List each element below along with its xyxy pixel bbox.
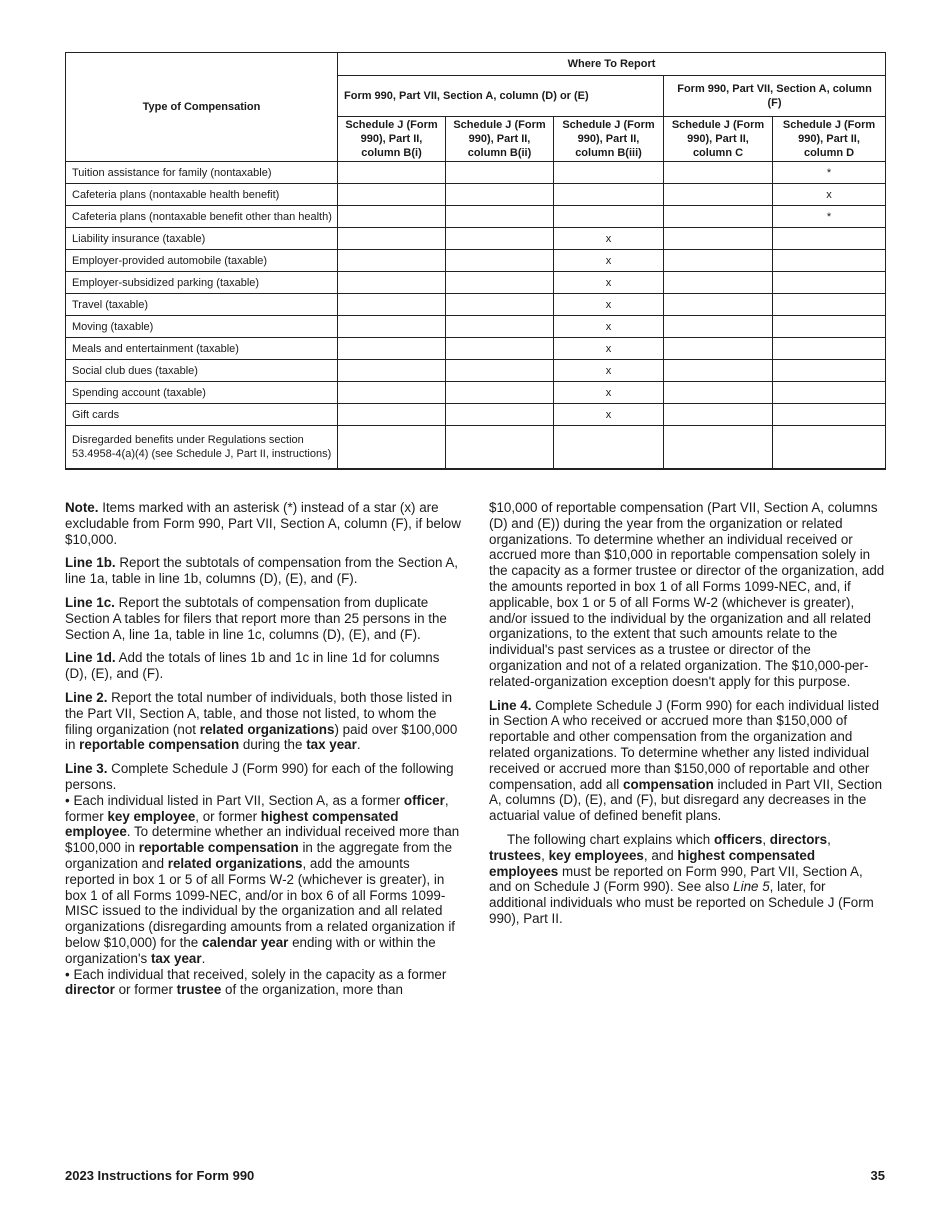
term-highest-compensated-employee: highest compensated employee — [65, 808, 399, 840]
row-label: Spending account (taxable) — [66, 382, 338, 404]
row-mark — [554, 184, 664, 206]
row-label: Social club dues (taxable) — [66, 360, 338, 382]
term-key-employee: key employee — [107, 808, 196, 824]
bullet-icon: • — [65, 792, 70, 808]
table-row — [66, 250, 886, 272]
line-1b-lead: Line 1b. — [65, 555, 116, 571]
row-mark — [338, 272, 446, 294]
text-run: , add the amounts reported in box 1 or 5 of all Forms W-2 (whichever is greater), in box 1 of all Forms 1099-NEC, and/or in box 6 of all Forms 1099-MISC issued to the individual by the organization and all related organizations (disregarding amounts from a related organization if below $10,000) for the — [65, 855, 456, 950]
row-mark — [664, 426, 773, 470]
row-mark: * — [773, 206, 886, 228]
sub-header-bii: Schedule J (Form 990), Part II, column B(ii) — [446, 117, 554, 162]
row-label: Employer-subsidized parking (taxable) — [66, 272, 338, 294]
row-mark — [664, 228, 773, 250]
row-mark — [773, 382, 886, 404]
term-related-organizations: related organizations — [167, 855, 303, 871]
row-mark — [664, 404, 773, 426]
line-3-bullet-2 — [65, 967, 461, 999]
row-mark — [338, 382, 446, 404]
row-mark: * — [773, 162, 886, 184]
row-mark — [338, 426, 446, 470]
table-row — [66, 360, 886, 382]
line-1b-paragraph — [65, 555, 461, 587]
text-run: in the aggregate from the organization and — [65, 840, 453, 871]
term-trustees: trustees — [489, 847, 542, 863]
table-row — [66, 338, 886, 360]
row-mark — [338, 404, 446, 426]
text-run: , — [541, 847, 545, 863]
line-2-lead: Line 2. — [65, 689, 108, 705]
term-calendar-year: calendar year — [202, 934, 289, 950]
note-text: Items marked with an asterisk (*) instead of a star (x) are excludable from Form 990, Part VII, Section A, column (F), if below $10,000. — [65, 500, 461, 547]
row-label: Cafeteria plans (nontaxable health benefit) — [66, 184, 338, 206]
term-related-organizations: related organizations — [199, 721, 335, 737]
type-of-compensation-header: Type of Compensation — [66, 53, 338, 162]
text-run: Each individual listed in Part VII, Section A, as a former — [73, 792, 401, 808]
row-mark: x — [773, 184, 886, 206]
left-text-column — [65, 500, 461, 998]
row-mark — [446, 382, 554, 404]
row-mark — [446, 404, 554, 426]
row-mark — [338, 228, 446, 250]
row-mark — [338, 360, 446, 382]
row-mark — [338, 294, 446, 316]
note-paragraph — [65, 500, 461, 547]
line-1d-text: Add the totals of lines 1b and 1c in line 1d for columns (D), (E), and (F). — [65, 650, 440, 682]
text-run: , — [827, 831, 831, 847]
table-row — [66, 162, 886, 184]
row-mark — [446, 272, 554, 294]
row-mark — [664, 184, 773, 206]
row-mark: x — [554, 382, 664, 404]
row-mark — [773, 294, 886, 316]
row-mark — [446, 206, 554, 228]
line-1d-lead: Line 1d. — [65, 650, 116, 666]
row-mark: x — [554, 294, 664, 316]
row-mark — [773, 360, 886, 382]
term-officer: officer — [403, 792, 445, 808]
row-mark: x — [554, 338, 664, 360]
line-3-text: Complete Schedule J (Form 990) for each of the following persons. — [65, 761, 454, 792]
term-key-employees: key employees — [548, 847, 644, 863]
row-mark — [446, 360, 554, 382]
compensation-reporting-table — [65, 52, 886, 470]
row-mark — [446, 294, 554, 316]
row-mark — [554, 426, 664, 470]
row-mark — [664, 294, 773, 316]
table-row — [66, 294, 886, 316]
row-mark — [664, 316, 773, 338]
line-1c-text: Report the subtotals of compensation from duplicate Section A tables for filers that report more than 25 persons in the Section A, line 1a, table in line 1c, columns (D), (E), and (F). — [65, 594, 447, 642]
line-3-lead: Line 3. — [65, 761, 108, 777]
row-mark — [446, 250, 554, 272]
row-mark — [338, 316, 446, 338]
line-2-paragraph — [65, 690, 461, 753]
text-run: Report the total number of individuals, both those listed in the Part VII, Section A, table, and those not listed, to whom the filing organization (not — [65, 689, 453, 737]
footer-title: 2023 Instructions for Form 990 — [65, 1168, 255, 1183]
row-mark — [446, 184, 554, 206]
text-run: The following chart explains which — [507, 831, 711, 847]
term-officers: officers — [713, 831, 763, 847]
text-run: , — [762, 831, 767, 847]
term-director: director — [65, 982, 115, 998]
row-mark — [338, 250, 446, 272]
sub-header-bi: Schedule J (Form 990), Part II, column B(i) — [338, 117, 446, 162]
text-run: must be reported on Form 990, Part VII, Section A, and on Schedule J (Form 990). See also — [489, 863, 863, 895]
term-tax-year: tax year — [150, 950, 202, 966]
text-run: ) paid over $100,000 in — [65, 721, 458, 753]
text-run: , former — [65, 792, 449, 824]
table-row — [66, 228, 886, 250]
line-1b-text: Report the subtotals of compensation from the Section A, line 1a, table in line 1b, columns (D), (E), and (F). — [65, 555, 459, 587]
row-mark — [338, 162, 446, 184]
text-run: Complete Schedule J (Form 990) for each individual listed in Section A who received or accrued more than $150,000 of reportable and other compensation from the organization and related organizations. To determine whether any listed individual received or accrued more than $150,000 of reportable and other compensation, add all — [489, 697, 880, 792]
note-lead: Note. — [65, 500, 99, 515]
text-run: . To determine whether an individual received more than $100,000 in — [65, 824, 460, 856]
table-row — [66, 206, 886, 228]
row-mark: x — [554, 272, 664, 294]
line-5-reference: Line 5 — [733, 879, 770, 895]
row-mark — [664, 382, 773, 404]
table-row — [66, 272, 886, 294]
row-mark — [338, 338, 446, 360]
row-mark — [773, 426, 886, 470]
line-4-paragraph — [489, 698, 885, 824]
text-run: , or former — [195, 808, 258, 824]
term-compensation: compensation — [623, 776, 714, 792]
row-label: Tuition assistance for family (nontaxable) — [66, 162, 338, 184]
text-run: or former — [118, 982, 173, 998]
row-label: Meals and entertainment (taxable) — [66, 338, 338, 360]
row-mark: x — [554, 316, 664, 338]
table-row — [66, 316, 886, 338]
right-text-column — [489, 500, 885, 935]
row-mark — [554, 162, 664, 184]
row-label: Moving (taxable) — [66, 316, 338, 338]
row-mark — [773, 404, 886, 426]
row-label: Cafeteria plans (nontaxable benefit other than health) — [66, 206, 338, 228]
where-to-report-header: Where To Report — [338, 53, 886, 76]
row-label: Travel (taxable) — [66, 294, 338, 316]
row-mark — [664, 250, 773, 272]
chart-intro-paragraph — [489, 832, 885, 927]
row-mark: x — [554, 228, 664, 250]
table-row — [66, 426, 886, 470]
term-highest-compensated-employees: highest compensated employees — [489, 847, 816, 879]
term-trustee: trustee — [176, 982, 222, 998]
row-mark — [773, 338, 886, 360]
row-label: Employer-provided automobile (taxable) — [66, 250, 338, 272]
sub-header-biii: Schedule J (Form 990), Part II, column B(iii) — [554, 117, 664, 162]
row-mark — [664, 206, 773, 228]
table-row — [66, 382, 886, 404]
row-mark: x — [554, 404, 664, 426]
row-label: Disregarded benefits under Regulations section 53.4958-4(a)(4) (see Schedule J, Part II, instructions) — [66, 426, 338, 470]
row-mark — [773, 316, 886, 338]
page-number: 35 — [870, 1168, 885, 1183]
row-mark — [664, 338, 773, 360]
term-reportable-compensation: reportable compensation — [79, 737, 240, 753]
sub-header-c: Schedule J (Form 990), Part II, column C — [664, 117, 773, 162]
row-label: Liability insurance (taxable) — [66, 228, 338, 250]
row-mark — [773, 228, 886, 250]
row-mark — [446, 426, 554, 470]
line-3-continuation: $10,000 of reportable compensation (Part VII, Section A, columns (D) and (E)) during the year from the organization or related organizations. To determine whether an individual received or accrued more than $10,000 in reportable compensation solely in the capacity as a former trustee or director of the organization, add the amounts reported in box 1 of all Forms 1099-NEC, and, if applicable, box 1 or 5 of all Forms W-2 (whichever is greater), and/or issued to the individual by the organization and all related organizations, to the extent that such amounts relate to the individual's past services as a trustee or director of the organization and not of a related organization. The $10,000-per-related-organization exception doesn't apply for this purpose. — [489, 500, 885, 689]
row-mark — [446, 228, 554, 250]
row-mark — [664, 272, 773, 294]
row-mark — [554, 206, 664, 228]
text-run: of the organization, more than — [225, 982, 403, 998]
row-mark: x — [554, 360, 664, 382]
term-tax-year: tax year — [306, 737, 357, 753]
bullet-icon: • — [65, 966, 70, 982]
row-mark — [664, 162, 773, 184]
row-mark — [773, 250, 886, 272]
text-run: . — [356, 737, 361, 753]
term-directors: directors — [769, 831, 828, 847]
row-mark — [446, 162, 554, 184]
term-reportable-compensation: reportable compensation — [138, 840, 299, 856]
row-label: Gift cards — [66, 404, 338, 426]
row-mark — [338, 184, 446, 206]
text-run: ending with or within the organization's — [65, 934, 436, 966]
line-1c-lead: Line 1c. — [65, 594, 115, 610]
line-1d-paragraph — [65, 650, 461, 682]
line-3-paragraph — [65, 761, 461, 793]
group-header-f: Form 990, Part VII, Section A, column (F) — [664, 76, 886, 117]
text-run: , later, for additional individuals who must be reported on Schedule J (Form 990), Part II. — [489, 879, 874, 926]
row-mark — [446, 338, 554, 360]
sub-header-d: Schedule J (Form 990), Part II, column D — [773, 117, 886, 162]
text-run: . — [201, 950, 206, 966]
row-mark — [338, 206, 446, 228]
row-mark — [773, 272, 886, 294]
text-run: during the — [242, 737, 303, 753]
table-row — [66, 404, 886, 426]
row-mark — [446, 316, 554, 338]
row-mark: x — [554, 250, 664, 272]
line-3-bullet-1 — [65, 793, 461, 967]
group-header-de: Form 990, Part VII, Section A, column (D) or (E) — [338, 76, 664, 117]
row-mark — [664, 360, 773, 382]
line-1c-paragraph — [65, 595, 461, 642]
line-4-lead: Line 4. — [489, 697, 532, 713]
table-row — [66, 184, 886, 206]
text-run: , and — [643, 847, 674, 863]
text-run: included in Part VII, Section A, columns (D), (E), and (F), but disregard any decreases in the actuarial value of defined benefit plans. — [489, 776, 883, 824]
text-run: Each individual that received, solely in the capacity as a former — [73, 966, 447, 982]
